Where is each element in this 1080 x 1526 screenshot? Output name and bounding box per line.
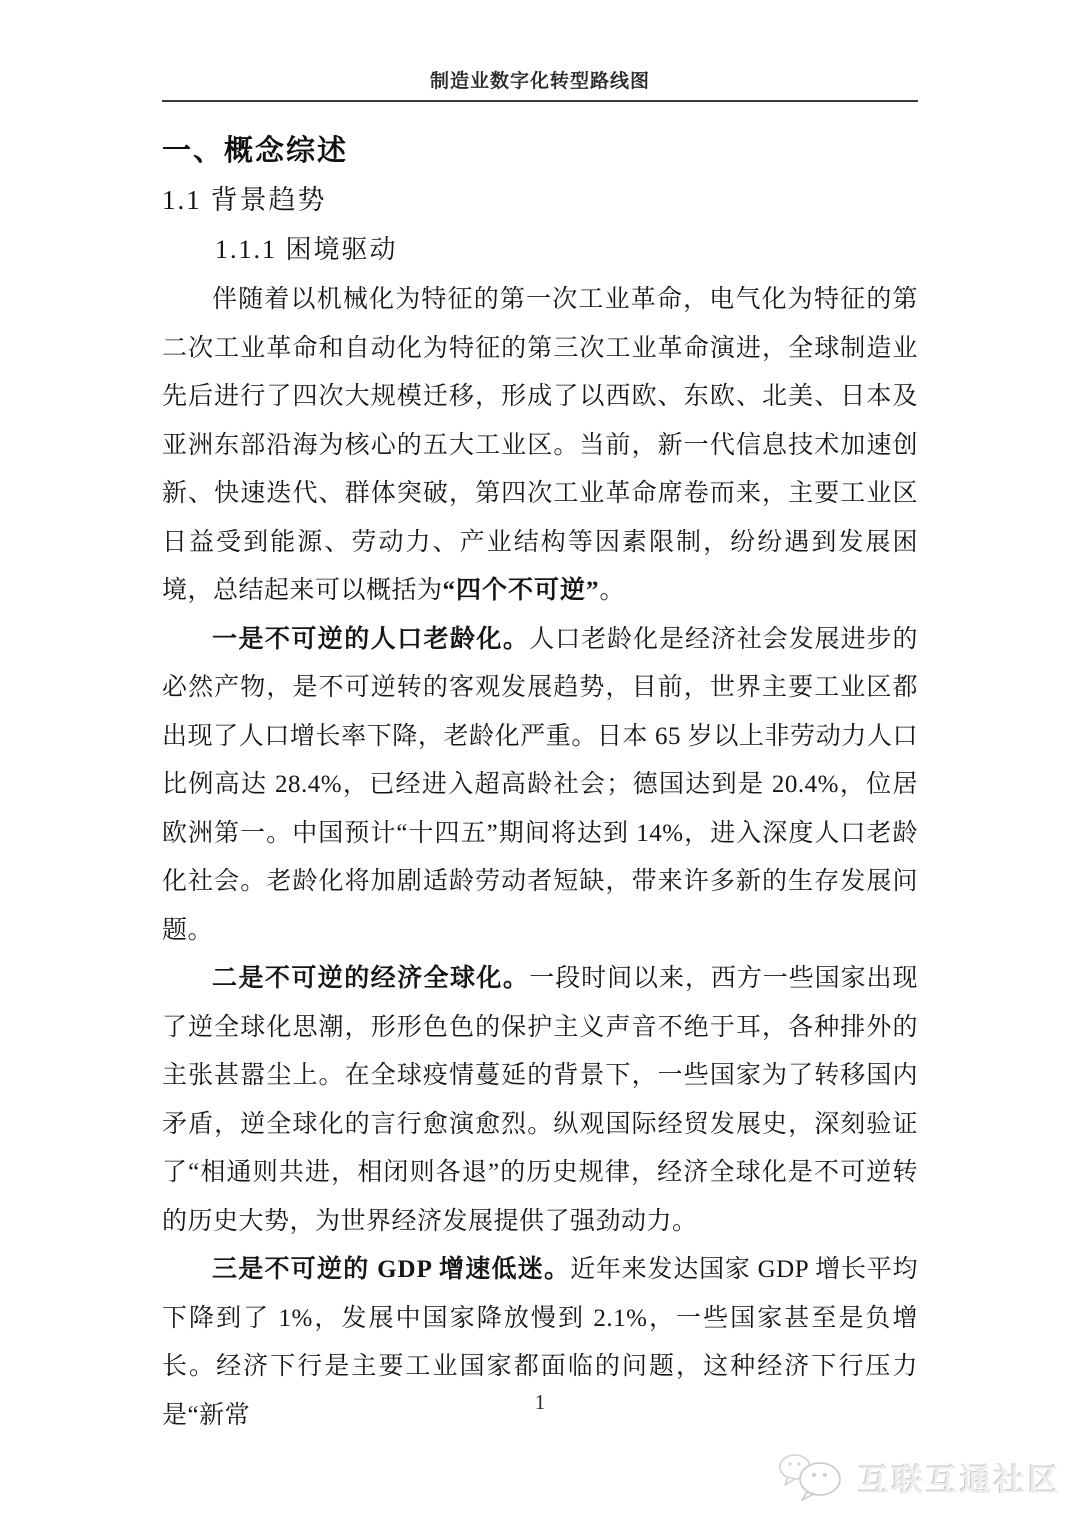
header-divider bbox=[162, 100, 918, 102]
paragraph-text: 伴随着以机械化为特征的第一次工业革命，电气化为特征的第二次工业革命和自动化为特征的第三次工业革命演进，全球制造业先后进行了四次大规模迁移，形成了以西欧、东欧、北美、日本及亚洲东部沿海为核心的五大工业区。当前，新一代信息技术加速创新、快速迭代、群体突破，第四次工业革命席卷而来，主要工业区日益受到能源、劳动力、产业结构等因素限制，纷纷遇到发展困境，总结起来可以概括为 bbox=[162, 286, 918, 604]
body-paragraph bbox=[162, 955, 918, 1246]
body-paragraph bbox=[162, 276, 918, 616]
paragraph-text: 。 bbox=[599, 577, 626, 604]
paragraph-text: 一段时间以来，西方一些国家出现了逆全球化思潮，形形色色的保护主义声音不绝于耳，各种排外的主张甚嚣尘上。在全球疫情蔓延的背景下，一些国家为了转移国内矛盾，逆全球化的言行愈演愈烈。纵观国际经贸发展史，深刻验证了“相通则共进，相闭则各退”的历史规律，经济全球化是不可逆转的历史大势，为世界经济发展提供了强劲动力。 bbox=[162, 965, 918, 1235]
community-watermark bbox=[776, 1452, 1062, 1502]
watermark-label: 互联互通社区 bbox=[858, 1462, 1062, 1498]
paragraph-text: 近年来发达国家 GDP 增长平均下降到了 1%，发展中国家降放慢到 2.1%，一些国家甚至是负增长。经济下行是主要工业国家都面临的问题，这种经济下行压力是“新常 bbox=[162, 1256, 918, 1429]
bold-run-in-text: “四个不可逆” bbox=[442, 577, 600, 604]
paragraph-text: 人口老龄化是经济社会发展进步的必然产物，是不可逆转的客观发展趋势，目前，世界主要工业区都出现了人口增长率下降，老龄化严重。日本 65 岁以上非劳动力人口比例高达 28.4%，已经进入超高龄社会；德国达到是 20.4%，位居欧洲第一。中国预计“十四五”期间将达到 14%，进入深度人口老龄化社会。老龄化将加剧适龄劳动者短缺，带来许多新的生存发展问题。 bbox=[162, 625, 918, 944]
page-number: 1 bbox=[534, 1390, 546, 1414]
heading-level-1: 一、概念综述 bbox=[162, 135, 349, 167]
body-paragraph bbox=[162, 616, 918, 956]
bold-run-in-text: 二是不可逆的经济全球化。 bbox=[212, 965, 530, 992]
wechat-chat-bubbles-icon bbox=[776, 1452, 850, 1502]
heading-level-2: 1.1 背景趋势 bbox=[162, 185, 327, 215]
paragraphs-container bbox=[162, 276, 918, 1440]
bold-run-in-text: 一是不可逆的人口老龄化。 bbox=[212, 625, 530, 653]
bold-run-in-text: 三是不可逆的 GDP 增速低迷。 bbox=[212, 1256, 571, 1283]
heading-level-3: 1.1.1 困境驱动 bbox=[215, 235, 398, 264]
document-body bbox=[162, 133, 918, 1440]
header-title: 制造业数字化转型路线图 bbox=[429, 71, 650, 92]
running-header bbox=[162, 0, 918, 102]
